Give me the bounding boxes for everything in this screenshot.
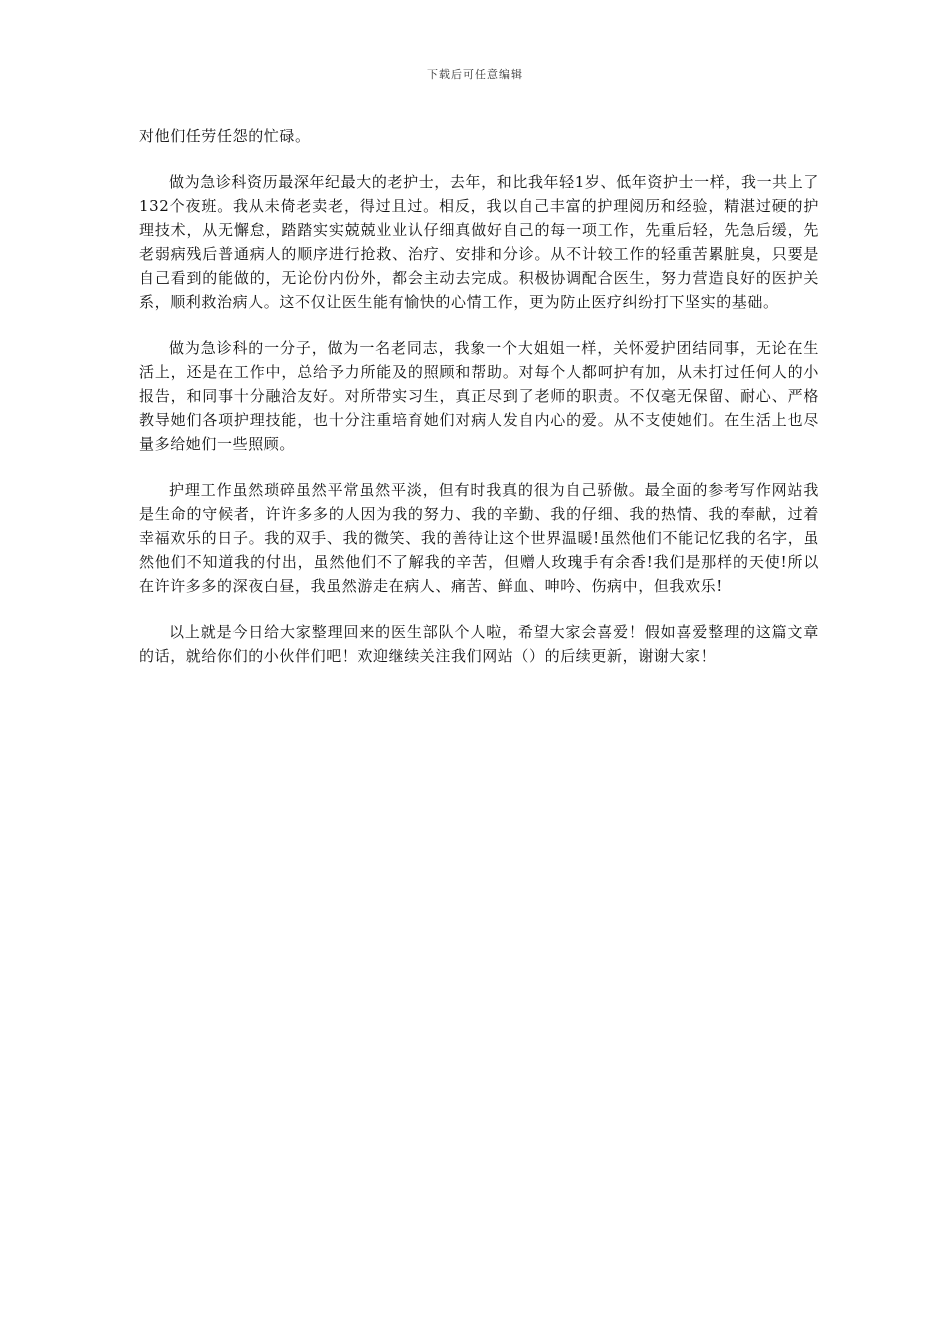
paragraph-nursing-pride: 护理工作虽然琐碎虽然平常虽然平淡，但有时我真的很为自己骄傲。最全面的参考写作网站我是生命的守候者，许许多多的人因为我的努力、我的辛勤、我的仔细、我的热情、我的奉献，过着幸福欢乐的日子。我的双手、我的微笑、我的善待让这个世界温暖!虽然他们不能记忆我的名字，虽然他们不知道我的付出，虽然他们不了解我的辛苦，但赠人玫瑰手有余香!我们是那样的天使!所以在许许多多的深夜白昼，我虽然游走在病人、痛苦、鲜血、呻吟、伤病中，但我欢乐! bbox=[139, 481, 819, 595]
page-header: 下载后可任意编辑 bbox=[427, 68, 523, 81]
paragraph-team-member: 做为急诊科的一分子，做为一名老同志，我象一个大姐姐一样，关怀爱护团结同事，无论在生活上，还是在工作中，总给予力所能及的照顾和帮助。对每个人都呵护有加，从未打过任何人的小报告，和同事十分融洽友好。对所带实习生，真正尽到了老师的职责。不仅毫无保留、耐心、严格教导她们各项护理技能，也十分注重培育她们对病人发自内心的爱。从不支使她们。在生活上也尽量多给她们一些照顾。 bbox=[139, 339, 819, 453]
paragraph-closing: 以上就是今日给大家整理回来的医生部队个人啦，希望大家会喜爱！假如喜爱整理的这篇文章的话，就给你们的小伙伴们吧！欢迎继续关注我们网站（）的后续更新，谢谢大家！ bbox=[139, 623, 819, 665]
paragraph-continuation: 对他们任劳任怨的忙碌。 bbox=[139, 127, 311, 145]
paragraph-senior-nurse: 做为急诊科资历最深年纪最大的老护士，去年，和比我年轻1岁、低年资护士一样，我一共上了132个夜班。我从未倚老卖老，得过且过。相反，我以自己丰富的护理阅历和经验，精湛过硬的护理技术，从无懈怠，踏踏实实兢兢业业认仔细真做好自己的每一项工作，先重后轻，先急后缓，先老弱病残后普通病人的顺序进行抢救、治疗、安排和分诊。从不计较工作的轻重苦累脏臭，只要是自己看到的能做的，无论份内份外，都会主动去完成。积极协调配合医生，努力营造良好的医护关系，顺利救治病人。这不仅让医生能有愉快的心情工作，更为防止医疗纠纷打下坚实的基础。 bbox=[139, 173, 819, 311]
article-body bbox=[139, 124, 819, 690]
